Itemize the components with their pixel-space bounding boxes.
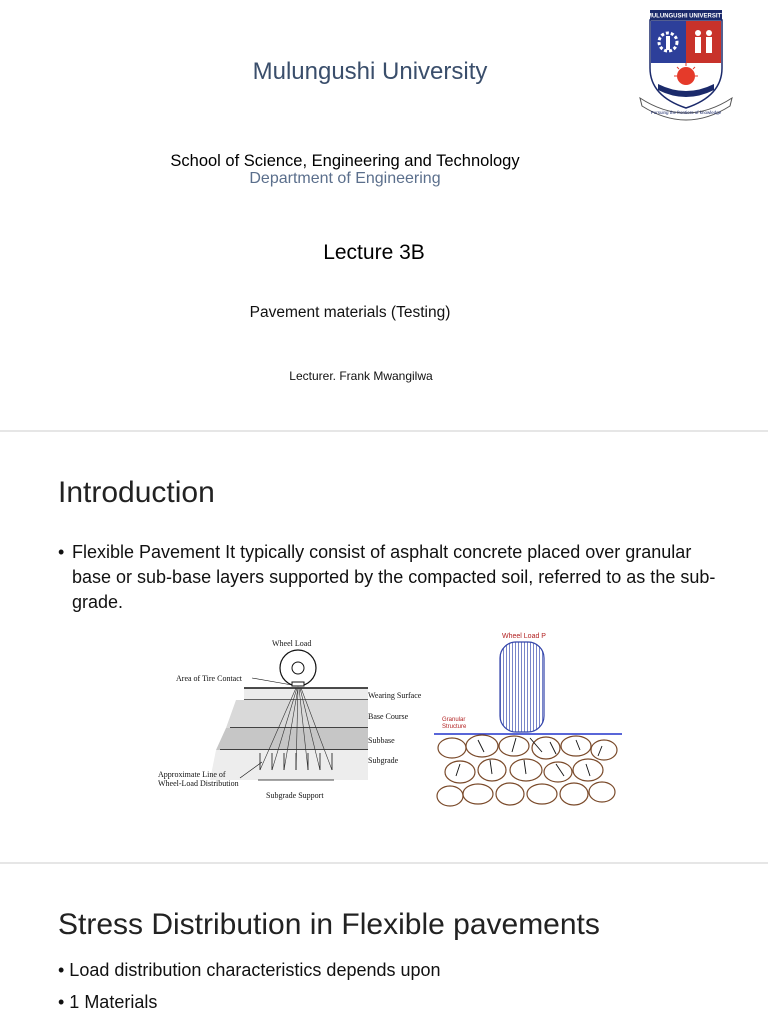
label-wheel-load: Wheel Load xyxy=(272,639,312,648)
slide-heading: Introduction xyxy=(58,476,215,509)
svg-text:Pursuing the frontiers of know: Pursuing the frontiers of knowledge xyxy=(650,110,722,115)
label-subgrade: Subgrade xyxy=(368,756,399,765)
label-subgrade-support: Subgrade Support xyxy=(266,791,324,800)
pavement-layer-diagram xyxy=(150,630,440,810)
university-name: Mulungushi University xyxy=(252,58,488,85)
label-wheel-load-p: Wheel Load P xyxy=(502,633,546,640)
bullet-item: • 1 Materials xyxy=(58,992,158,1012)
title-slide xyxy=(0,0,768,430)
school-name: School of Science, Engineering and Technology xyxy=(170,152,520,170)
department-name: Department of Engineering xyxy=(249,170,441,187)
label-tire-contact: Area of Tire Contact xyxy=(176,674,242,683)
label-subbase: Subbase xyxy=(368,736,395,745)
label-granular-2: Structure xyxy=(442,724,467,730)
bullet-item xyxy=(58,540,718,615)
lecture-title: Lecture 3B xyxy=(323,241,425,264)
bullet-item: • Load distribution characteristics depends upon xyxy=(58,960,441,980)
label-base-course: Base Course xyxy=(368,712,409,721)
slide-heading: Stress Distribution in Flexible pavements xyxy=(58,908,600,941)
lecture-topic: Pavement materials (Testing) xyxy=(249,304,451,321)
granular-structure-diagram xyxy=(430,628,630,810)
stress-distribution-slide xyxy=(0,864,768,1024)
svg-text:MULUNGUSHI UNIVERSITY: MULUNGUSHI UNIVERSITY xyxy=(646,13,726,20)
label-approx-line-2: Wheel-Load Distribution xyxy=(158,779,239,788)
lecturer-name: Lecturer. Frank Mwangilwa xyxy=(289,369,433,383)
introduction-slide xyxy=(0,432,768,862)
label-wearing-surface: Wearing Surface xyxy=(368,691,422,700)
bullet-dot: • xyxy=(58,542,65,562)
label-granular-1: Granular xyxy=(442,717,466,723)
bullet-text: Flexible Pavement It typically consist of asphalt concrete placed over granular base or sub-base layers supported by the compacted soil, referred to as the sub-grade. xyxy=(72,542,716,612)
university-crest-logo xyxy=(636,6,736,124)
label-approx-line-1: Approximate Line of xyxy=(158,770,226,779)
